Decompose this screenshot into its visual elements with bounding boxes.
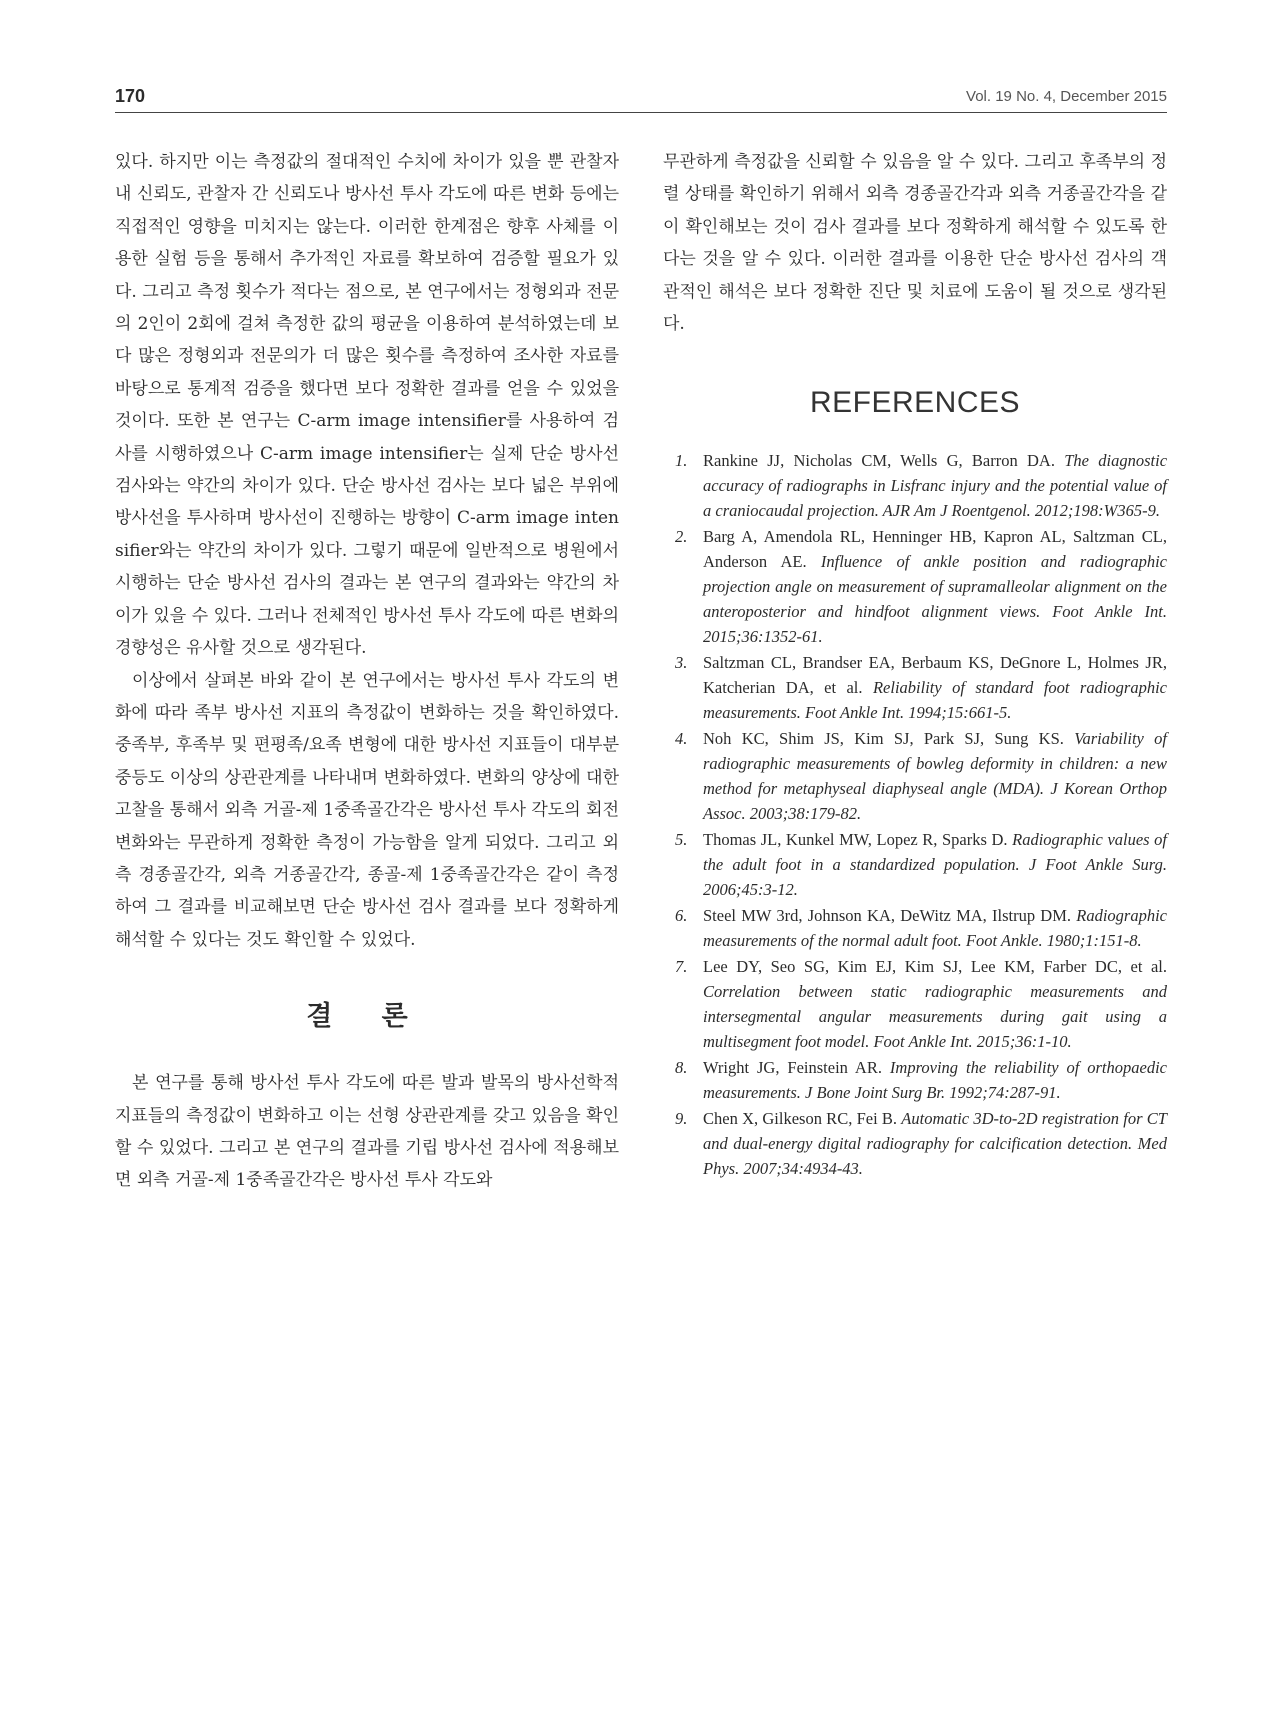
reference-item xyxy=(663,726,1167,826)
references-heading: REFERENCES xyxy=(809,386,1021,420)
reference-title: The diagnostic accuracy of radiographs in Lisfranc injury and the potential value of a craniocaudal projection. AJR Am J Roentgenol. 2012;198:W365-9. xyxy=(703,451,1168,521)
reference-item xyxy=(663,1055,1167,1105)
reference-number: 5. xyxy=(675,830,688,850)
reference-authors: Thomas JL, Kunkel MW, Lopez R, Sparks D. xyxy=(703,830,1008,850)
reference-item xyxy=(663,954,1167,1054)
reference-authors: Lee DY, Seo SG, Kim EJ, Kim SJ, Lee KM, Farber DC, et al. xyxy=(703,957,1167,977)
reference-authors: Wright JG, Feinstein AR. xyxy=(703,1058,882,1078)
right-column xyxy=(663,146,1167,1182)
reference-item xyxy=(663,827,1167,902)
page-header xyxy=(115,84,1167,113)
reference-number: 8. xyxy=(675,1058,688,1078)
reference-item xyxy=(663,524,1167,649)
conclusion-paragraph: 본 연구를 통해 방사선 투사 각도에 따른 발과 발목의 방사선학적 지표들의 측정값이 변화하고 이는 선형 상관관계를 갖고 있음을 확인할 수 있었다. 그리고 본 연구의 결과를 기립 방사선 검사에 적용해보면 외측 거골-제 1중족골간각은 방사선 투사 각도와 xyxy=(115,1073,619,1191)
journal-issue: Vol. 19 No. 4, December 2015 xyxy=(966,88,1167,105)
reference-title: Influence of ankle position and radiographic projection angle on measurement of supramalleolar alignment on the anteroposterior and hindfoot alignment views. Foot Ankle Int. 2015;36:1352-61. xyxy=(703,552,1167,647)
reference-number: 1. xyxy=(675,451,688,471)
reference-item xyxy=(663,903,1167,953)
reference-title: Automatic 3D-to-2D registration for CT and dual-energy digital radiography for calcification detection. Med Phys. 2007;34:4934-43. xyxy=(703,1109,1167,1179)
reference-title: Improving the reliability of orthopaedic measurements. J Bone Joint Surg Br. 1992;74:287-91. xyxy=(703,1058,1167,1103)
reference-item xyxy=(663,448,1167,523)
reference-title: Variability of radiographic measurements of bowleg deformity in children: a new method for metaphyseal diaphyseal angle (MDA). J Korean Orthop Assoc. 2003;38:179-82. xyxy=(703,729,1168,824)
page-number: 170 xyxy=(115,86,146,106)
reference-title: Radiographic measurements of the normal adult foot. Foot Ankle. 1980;1:151-8. xyxy=(703,906,1168,951)
reference-item xyxy=(663,1106,1167,1181)
reference-authors: Noh KC, Shim JS, Kim SJ, Park SJ, Sung KS. xyxy=(703,729,1064,749)
reference-authors: Saltzman CL, Brandser EA, Berbaum KS, DeGnore L, Holmes JR, Katcherian DA, et al. xyxy=(703,653,1167,698)
discussion-paragraph: 이상에서 살펴본 바와 같이 본 연구에서는 방사선 투사 각도의 변화에 따라 족부 방사선 지표의 측정값이 변화하는 것을 확인하였다. 중족부, 후족부 및 편평족/요족 변형에 대한 방사선 지표들이 대부분 중등도 이상의 상관관계를 나타내며 변화하였다. 변화의 양상에 대한 고찰을 통해서 외측 거골-제 1중족골간각은 방사선 투사 각도의 회전 변화와는 무관하게 정확한 측정이 가능함을 알게 되었다. 그리고 외측 경종골간각, 외측 거종골간각, 종골-제 1중족골간각은 같이 측정하여 그 결과를 비교해보면 단순 방사선 검사 결과를 보다 정확하게 해석할 수 있다는 것도 확인할 수 있었다. xyxy=(115,670,619,950)
reference-number: 2. xyxy=(675,527,688,547)
reference-title: Reliability of standard foot radiographic measurements. Foot Ankle Int. 1994;15:661-5. xyxy=(703,678,1167,723)
reference-authors: Barg A, Amendola RL, Henninger HB, Kapron AL, Saltzman CL, Anderson AE. xyxy=(703,527,1167,572)
reference-item xyxy=(663,650,1167,725)
reference-authors: Steel MW 3rd, Johnson KA, DeWitz MA, Ilstrup DM. xyxy=(703,906,1072,926)
conclusion-heading: 결 론 xyxy=(306,1001,428,1033)
reference-number: 3. xyxy=(675,653,688,673)
conclusion-paragraph-continued: 무관하게 측정값을 신뢰할 수 있음을 알 수 있다. 그리고 후족부의 정렬 상태를 확인하기 위해서 외측 경종골간각과 외측 거종골간각을 같이 확인해보는 것이 검사 결과를 보다 정확하게 해석할 수 있도록 한다는 것을 알 수 있다. 이러한 결과를 이용한 단순 방사선 검사의 객관적인 해석은 보다 정확한 진단 및 치료에 도움이 될 것으로 생각된다. xyxy=(663,152,1167,335)
reference-title: Radiographic values of the adult foot in a standardized population. J Foot Ankle Surg. 2006;45:3-12. xyxy=(703,830,1168,900)
reference-authors: Rankine JJ, Nicholas CM, Wells G, Barron DA. xyxy=(703,451,1055,471)
reference-number: 4. xyxy=(675,729,688,749)
reference-number: 9. xyxy=(675,1109,688,1129)
reference-authors: Chen X, Gilkeson RC, Fei B. xyxy=(703,1109,898,1129)
reference-title: Correlation between static radiographic measurements and intersegmental angular measurements during gait using a multisegment foot model. Foot Ankle Int. 2015;36:1-10. xyxy=(703,982,1167,1052)
reference-number: 6. xyxy=(675,906,688,926)
reference-number: 7. xyxy=(675,957,688,977)
reference-list xyxy=(663,448,1167,1181)
discussion-paragraph: 있다. 하지만 이는 측정값의 절대적인 수치에 차이가 있을 뿐 관찰자 내 신뢰도, 관찰자 간 신뢰도나 방사선 투사 각도에 따른 변화 등에는 직접적인 영향을 미치지는 않는다. 이러한 한계점은 향후 사체를 이용한 실험 등을 통해서 추가적인 자료를 확보하여 검증할 필요가 있다. 그리고 측정 횟수가 적다는 점으로, 본 연구에서는 정형외과 전문의 2인이 2회에 걸쳐 측정한 값의 평균을 이용하여 분석하였는데 보다 많은 정형외과 전문의가 더 많은 횟수를 측정하여 조사한 자료를 바탕으로 통계적 검증을 했다면 보다 정확한 결과를 얻을 수 있었을 것이다. 또한 본 연구는 C-arm image intensifier를 사용하여 검사를 시행하였으나 C-arm image intensifier는 실제 단순 방사선 검사와는 약간의 차이가 있다. 단순 방사선 검사는 보다 넓은 부위에 방사선을 투사하며 방사선이 진행하는 방향이 C-arm image intensifier와는 약간의 차이가 있다. 그렇기 때문에 일반적으로 병원에서 시행하는 단순 방사선 검사의 결과는 본 연구의 결과와는 약간의 차이가 있을 수 있다. 그러나 전체적인 방사선 투사 각도에 따른 변화의 경향성은 유사할 것으로 생각된다. xyxy=(115,152,619,659)
left-column xyxy=(115,146,619,1197)
